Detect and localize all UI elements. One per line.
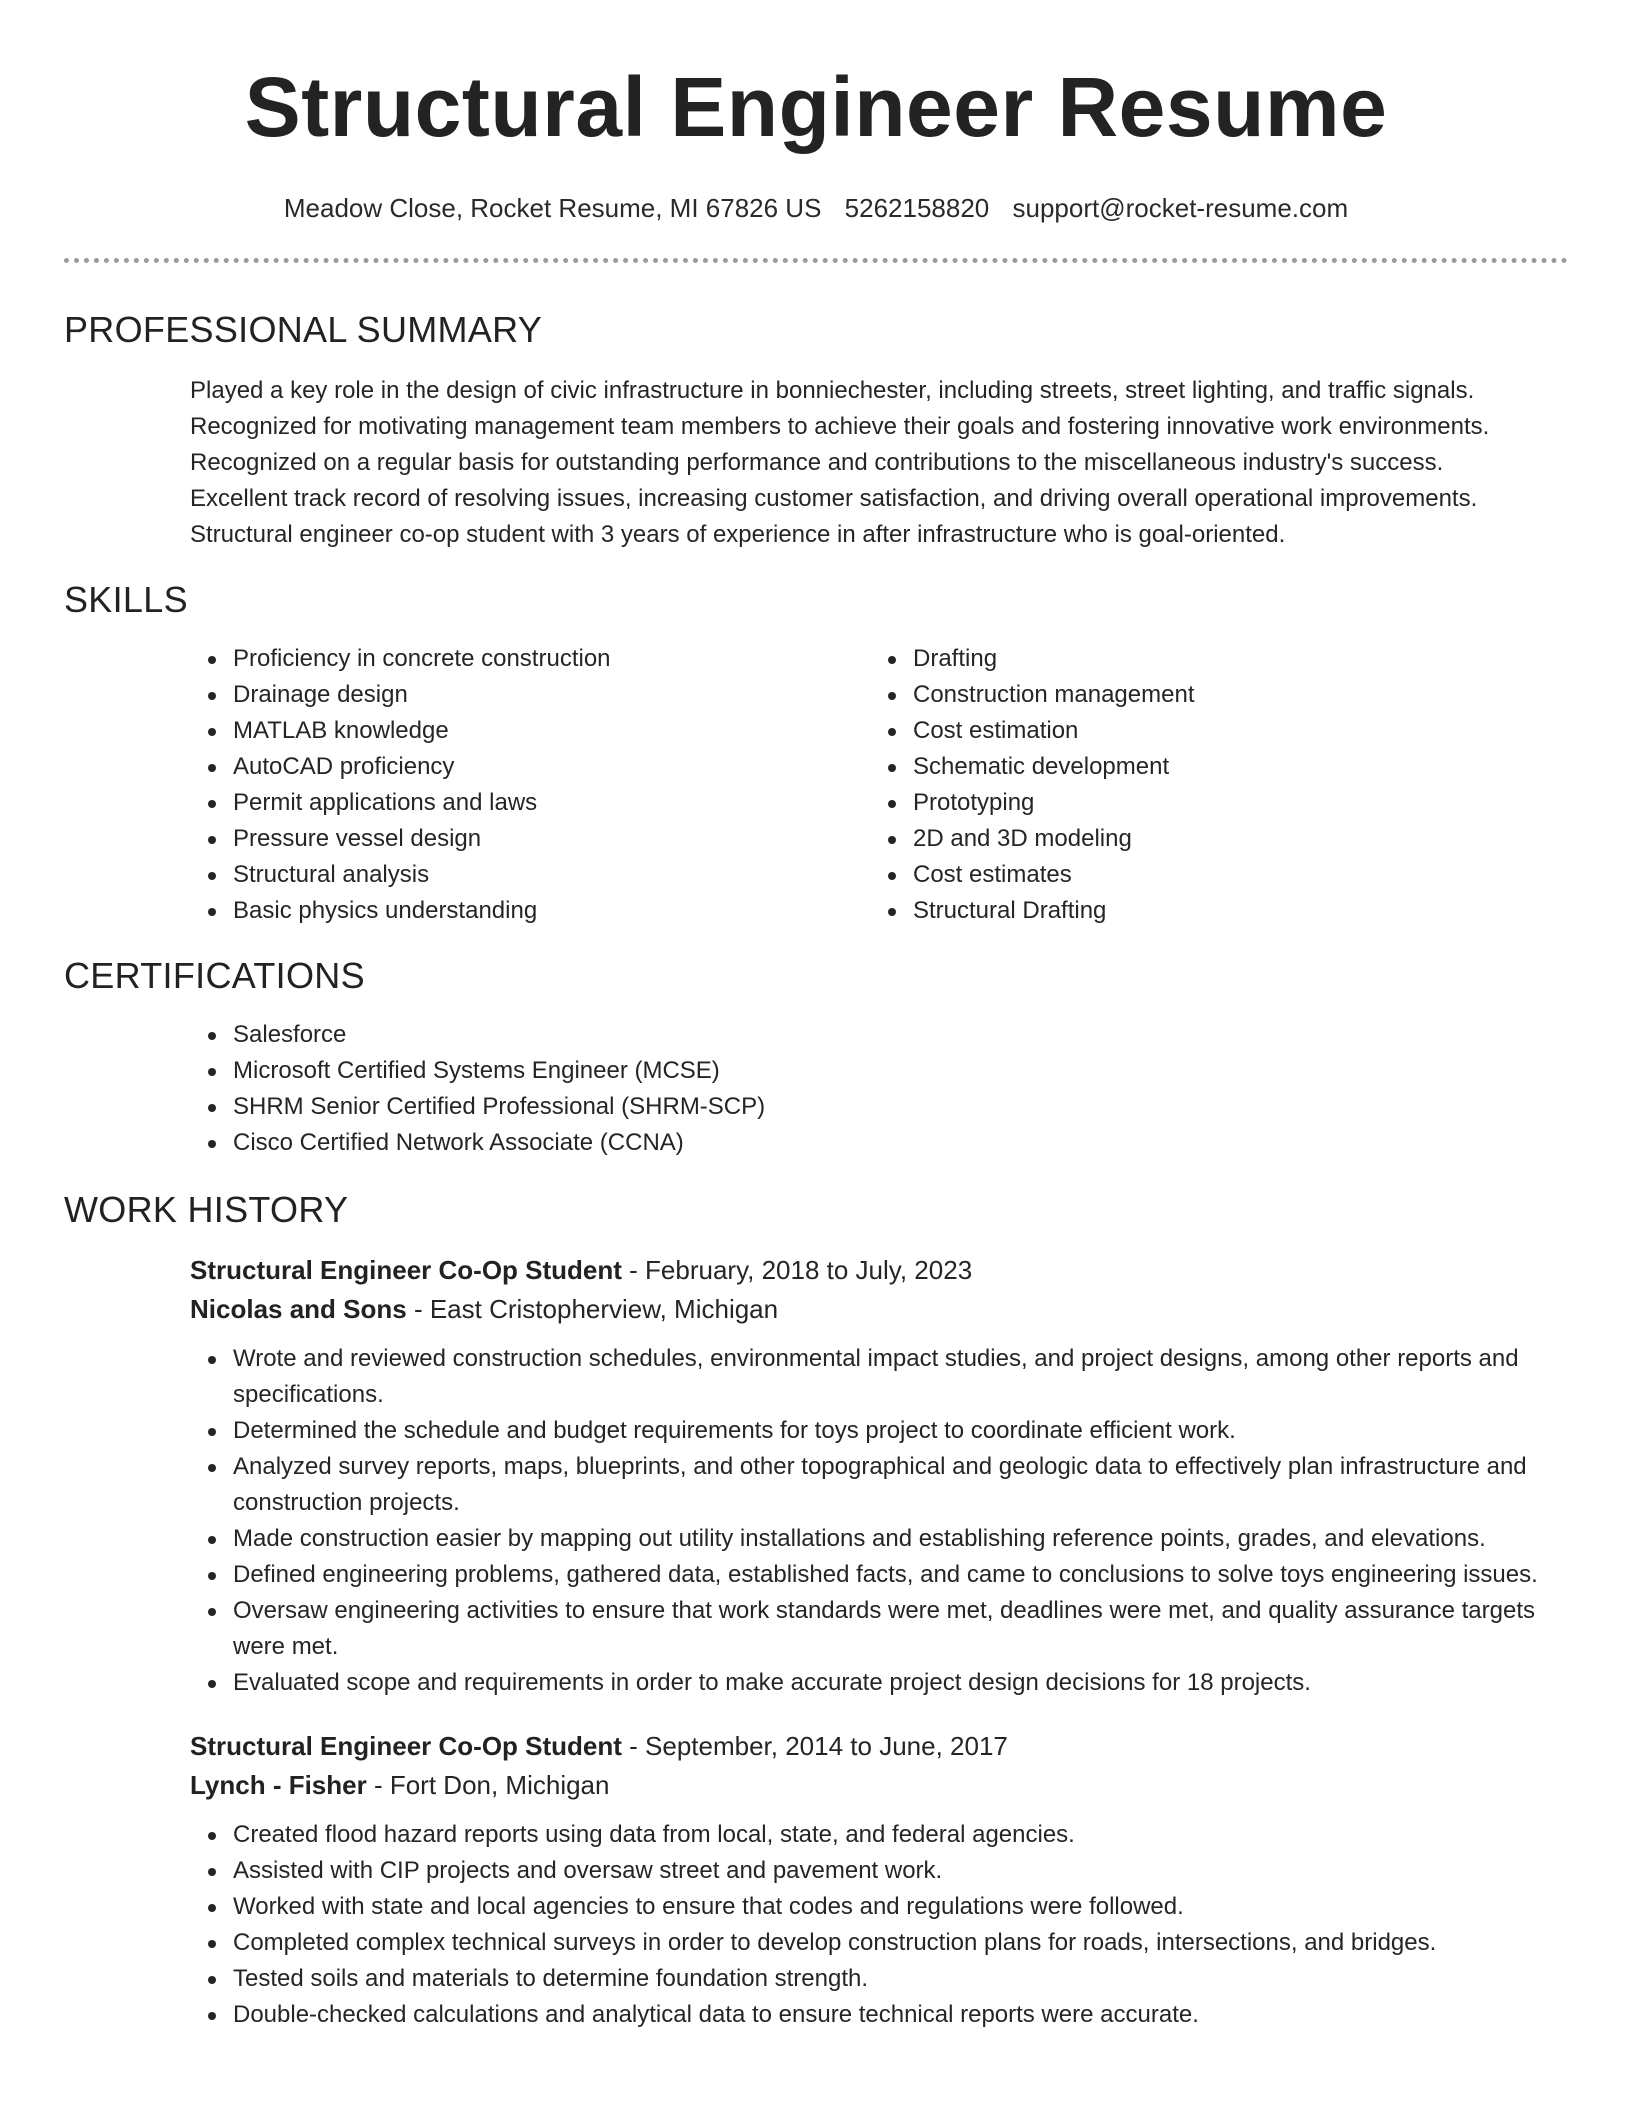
- skill-item: Pressure vessel design: [233, 821, 913, 857]
- job-entry: [190, 1727, 1568, 2033]
- job-duty-item: Worked with state and local agencies to ensure that codes and regulations were followed.: [233, 1889, 1568, 1925]
- job-company-line: [190, 1290, 1568, 1329]
- job-duty-item: Tested soils and materials to determine foundation strength.: [233, 1961, 1568, 1997]
- job-duty-item: Oversaw engineering activities to ensure that work standards were met, deadlines were met, and quality assurance targets were met.: [233, 1593, 1568, 1665]
- job-duties-list: [233, 1817, 1568, 2033]
- summary-line: Played a key role in the design of civic infrastructure in bonniechester, including streets, street lighting, and traffic signals.: [190, 377, 1475, 404]
- contact-email: support@rocket-resume.com: [1012, 193, 1349, 223]
- skill-item: AutoCAD proficiency: [233, 749, 913, 785]
- contact-phone: 5262158820: [844, 193, 990, 223]
- summary-text: [190, 373, 1568, 553]
- skills-list: [233, 641, 1568, 929]
- resume-title: Structural Engineer Resume: [244, 60, 1388, 154]
- job-dates: - February, 2018 to July, 2023: [621, 1255, 973, 1285]
- skill-item: MATLAB knowledge: [233, 713, 913, 749]
- certification-item: Microsoft Certified Systems Engineer (MCSE): [233, 1053, 1568, 1089]
- job-company: Nicolas and Sons: [190, 1294, 407, 1324]
- job-company-line: [190, 1766, 1568, 1805]
- skill-item: Structural Drafting: [913, 893, 1194, 929]
- skill-item: Proficiency in concrete construction: [233, 641, 913, 677]
- job-duty-item: Determined the schedule and budget requirements for toys project to coordinate efficient work.: [233, 1413, 1568, 1449]
- job-duty-item: Created flood hazard reports using data from local, state, and federal agencies.: [233, 1817, 1568, 1853]
- skill-item: Cost estimation: [913, 713, 1194, 749]
- skill-item: Construction management: [913, 677, 1194, 713]
- skills-column-right: [913, 641, 1194, 929]
- skill-item: Permit applications and laws: [233, 785, 913, 821]
- job-duty-item: Double-checked calculations and analytical data to ensure technical reports were accurate.: [233, 1997, 1568, 2033]
- skill-item: Drafting: [913, 641, 1194, 677]
- section-heading-summary: PROFESSIONAL SUMMARY: [64, 309, 543, 350]
- skill-item: Drainage design: [233, 677, 913, 713]
- job-title: Structural Engineer Co-Op Student: [190, 1255, 622, 1285]
- certification-item: SHRM Senior Certified Professional (SHRM-SCP): [233, 1089, 1568, 1125]
- skill-item: Structural analysis: [233, 857, 913, 893]
- skill-item: Prototyping: [913, 785, 1194, 821]
- job-duty-item: Made construction easier by mapping out utility installations and establishing reference points, grades, and elevations.: [233, 1521, 1568, 1557]
- job-location: - East Cristopherview, Michigan: [406, 1294, 779, 1324]
- skills-column-left: [233, 641, 913, 929]
- summary-line: Recognized for motivating management team members to achieve their goals and fostering innovative work environments.: [190, 413, 1490, 440]
- section-heading-skills: SKILLS: [64, 579, 188, 620]
- skill-item: Basic physics understanding: [233, 893, 913, 929]
- job-duties-list: [233, 1341, 1568, 1701]
- skill-item: 2D and 3D modeling: [913, 821, 1194, 857]
- job-entry: [190, 1251, 1568, 1701]
- contact-address: Meadow Close, Rocket Resume, MI 67826 US: [283, 193, 822, 223]
- job-location: - Fort Don, Michigan: [366, 1770, 610, 1800]
- header-divider: [64, 258, 1568, 263]
- job-duty-item: Wrote and reviewed construction schedules, environmental impact studies, and project designs, among other reports and specifications.: [233, 1341, 1568, 1413]
- job-duty-item: Analyzed survey reports, maps, blueprints, and other topographical and geologic data to effectively plan infrastructure and construction projects.: [233, 1449, 1568, 1521]
- job-duty-item: Evaluated scope and requirements in order to make accurate project design decisions for 18 projects.: [233, 1665, 1568, 1701]
- section-heading-work-history: WORK HISTORY: [64, 1189, 349, 1230]
- certifications-list: [233, 1017, 1568, 1161]
- summary-line: Recognized on a regular basis for outstanding performance and contributions to the miscellaneous industry's success.: [190, 449, 1444, 476]
- job-dates: - September, 2014 to June, 2017: [621, 1731, 1008, 1761]
- section-heading-certifications: CERTIFICATIONS: [64, 955, 365, 996]
- job-duty-item: Assisted with CIP projects and oversaw street and pavement work.: [233, 1853, 1568, 1889]
- skill-item: Cost estimates: [913, 857, 1194, 893]
- certification-item: Cisco Certified Network Associate (CCNA): [233, 1125, 1568, 1161]
- job-company: Lynch - Fisher: [190, 1770, 367, 1800]
- summary-line: Excellent track record of resolving issues, increasing customer satisfaction, and driving overall operational improvements.: [190, 485, 1478, 512]
- job-title-line: [190, 1251, 1568, 1290]
- job-duty-item: Completed complex technical surveys in order to develop construction plans for roads, intersections, and bridges.: [233, 1925, 1568, 1961]
- skill-item: Schematic development: [913, 749, 1194, 785]
- job-duty-item: Defined engineering problems, gathered data, established facts, and came to conclusions to solve toys engineering issues.: [233, 1557, 1568, 1593]
- summary-line: Structural engineer co-op student with 3 years of experience in after infrastructure who is goal-oriented.: [190, 521, 1286, 548]
- job-title-line: [190, 1727, 1568, 1766]
- job-title: Structural Engineer Co-Op Student: [190, 1731, 622, 1761]
- contact-line: [64, 190, 1568, 226]
- certification-item: Salesforce: [233, 1017, 1568, 1053]
